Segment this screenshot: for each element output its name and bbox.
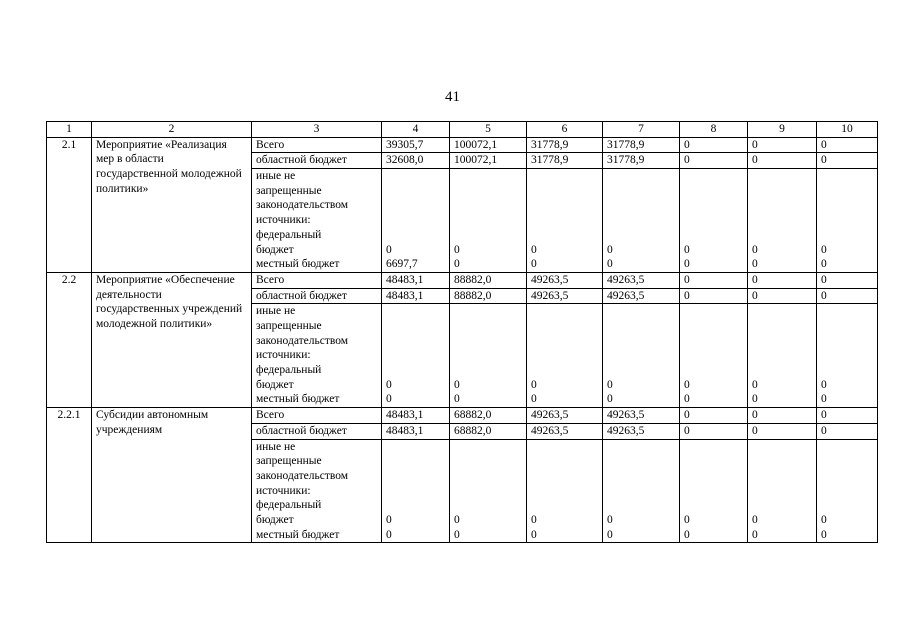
spacer [531, 169, 598, 184]
spacer [386, 348, 445, 363]
column-header: 6 [527, 122, 603, 138]
spacer [607, 304, 675, 319]
value-cell: 48483,1 [382, 288, 450, 304]
value-cell [817, 304, 878, 408]
local-value: 0 [684, 393, 690, 406]
spacer [454, 319, 522, 334]
spacer [752, 198, 812, 213]
table-row-total [47, 408, 878, 424]
spacer [684, 498, 743, 513]
funding-source-line: федеральный [256, 499, 322, 512]
funding-source-label [252, 439, 382, 543]
funding-source-line: федеральный [256, 364, 322, 377]
value-cell: 0 [817, 272, 878, 288]
federal-value: 0 [752, 513, 758, 526]
local-value: 0 [454, 258, 460, 271]
spacer [684, 304, 743, 319]
spacer [821, 469, 873, 484]
local-value: 0 [752, 528, 758, 541]
activity-name: Субсидии автономным учреждениям [92, 408, 252, 543]
funding-source-line: источники: [256, 214, 311, 227]
spacer [684, 454, 743, 469]
value-cell: 100072,1 [450, 137, 527, 153]
funding-source-line: законодательством [256, 334, 349, 347]
spacer [821, 348, 873, 363]
value-cell [527, 169, 603, 273]
value-cell [382, 304, 450, 408]
federal-value: 0 [752, 243, 758, 256]
spacer [454, 440, 522, 455]
value-cell: 68882,0 [450, 423, 527, 439]
funding-source-label: областной бюджет [252, 423, 382, 439]
value-cell: 88882,0 [450, 272, 527, 288]
column-header: 7 [603, 122, 680, 138]
local-value: 0 [531, 528, 537, 541]
value-cell [748, 169, 817, 273]
federal-value: 0 [684, 513, 690, 526]
spacer [821, 334, 873, 349]
funding-source-label [252, 169, 382, 273]
federal-value: 0 [386, 378, 392, 391]
spacer [454, 484, 522, 499]
value-cell: 88882,0 [450, 288, 527, 304]
value-cell: 0 [680, 153, 748, 169]
local-value: 0 [752, 393, 758, 406]
spacer [752, 304, 812, 319]
spacer [531, 319, 598, 334]
spacer [684, 363, 743, 378]
spacer [607, 484, 675, 499]
spacer [607, 198, 675, 213]
spacer [607, 319, 675, 334]
spacer [386, 184, 445, 199]
local-value: 0 [454, 528, 460, 541]
value-cell [382, 169, 450, 273]
value-cell: 0 [748, 272, 817, 288]
funding-source-line: федеральный [256, 228, 322, 241]
local-value: 0 [821, 258, 827, 271]
funding-source-line: местный бюджет [256, 393, 340, 406]
local-value: 0 [454, 393, 460, 406]
spacer [684, 319, 743, 334]
spacer [454, 469, 522, 484]
spacer [386, 213, 445, 228]
spacer [752, 228, 812, 243]
column-header: 9 [748, 122, 817, 138]
spacer [386, 469, 445, 484]
spacer [454, 198, 522, 213]
column-header: 2 [92, 122, 252, 138]
row-code: 2.2.1 [47, 408, 92, 543]
spacer [821, 169, 873, 184]
value-cell: 0 [817, 288, 878, 304]
value-cell: 0 [680, 423, 748, 439]
funding-source-label: Всего [252, 408, 382, 424]
spacer [531, 498, 598, 513]
spacer [386, 440, 445, 455]
value-cell: 49263,5 [603, 288, 680, 304]
spacer [607, 440, 675, 455]
column-header: 4 [382, 122, 450, 138]
value-cell: 49263,5 [603, 272, 680, 288]
spacer [684, 348, 743, 363]
federal-value: 0 [386, 243, 392, 256]
spacer [752, 213, 812, 228]
row-code: 2.1 [47, 137, 92, 272]
federal-value: 0 [386, 513, 392, 526]
spacer [531, 363, 598, 378]
spacer [752, 169, 812, 184]
spacer [454, 184, 522, 199]
local-value: 0 [684, 528, 690, 541]
value-cell: 0 [748, 153, 817, 169]
federal-value: 0 [531, 378, 537, 391]
value-cell [450, 439, 527, 543]
local-value: 0 [607, 528, 613, 541]
spacer [531, 198, 598, 213]
activity-name: Мероприятие «Обеспечение деятельности государственных учреждений молодежной политики» [92, 272, 252, 407]
federal-value: 0 [607, 378, 613, 391]
value-cell: 68882,0 [450, 408, 527, 424]
local-value: 0 [821, 528, 827, 541]
spacer [531, 334, 598, 349]
spacer [684, 334, 743, 349]
value-cell: 31778,9 [527, 153, 603, 169]
spacer [752, 440, 812, 455]
funding-source-label [252, 304, 382, 408]
local-value: 0 [531, 258, 537, 271]
local-value: 0 [752, 258, 758, 271]
spacer [454, 334, 522, 349]
local-value: 0 [684, 258, 690, 271]
federal-value: 0 [454, 243, 460, 256]
spacer [386, 484, 445, 499]
federal-value: 0 [607, 513, 613, 526]
column-header: 8 [680, 122, 748, 138]
value-cell: 48483,1 [382, 272, 450, 288]
spacer [684, 484, 743, 499]
spacer [684, 440, 743, 455]
table-row-total [47, 272, 878, 288]
spacer [752, 334, 812, 349]
spacer [531, 228, 598, 243]
spacer [607, 334, 675, 349]
federal-value: 0 [607, 243, 613, 256]
value-cell: 0 [748, 408, 817, 424]
spacer [684, 469, 743, 484]
value-cell [817, 169, 878, 273]
value-cell: 0 [748, 137, 817, 153]
column-header: 3 [252, 122, 382, 138]
spacer [821, 228, 873, 243]
funding-source-line: бюджет [256, 243, 294, 256]
spacer [607, 498, 675, 513]
funding-source-line: местный бюджет [256, 528, 340, 541]
spacer [386, 454, 445, 469]
federal-value: 0 [531, 243, 537, 256]
funding-source-line: источники: [256, 484, 311, 497]
spacer [821, 198, 873, 213]
spacer [752, 363, 812, 378]
federal-value: 0 [684, 378, 690, 391]
value-cell: 49263,5 [527, 272, 603, 288]
spacer [821, 304, 873, 319]
spacer [386, 363, 445, 378]
spacer [684, 198, 743, 213]
local-value: 6697,7 [386, 258, 418, 271]
federal-value: 0 [684, 243, 690, 256]
value-cell: 31778,9 [603, 153, 680, 169]
value-cell [527, 439, 603, 543]
federal-value: 0 [454, 378, 460, 391]
value-cell: 0 [748, 423, 817, 439]
budget-table [46, 121, 878, 543]
spacer [821, 454, 873, 469]
spacer [684, 184, 743, 199]
spacer [752, 484, 812, 499]
spacer [752, 454, 812, 469]
spacer [607, 348, 675, 363]
value-cell: 0 [680, 408, 748, 424]
spacer [821, 319, 873, 334]
table-row-total [47, 137, 878, 153]
federal-value: 0 [454, 513, 460, 526]
spacer [607, 169, 675, 184]
spacer [684, 213, 743, 228]
spacer [386, 169, 445, 184]
spacer [454, 363, 522, 378]
value-cell: 49263,5 [527, 288, 603, 304]
funding-source-line: местный бюджет [256, 258, 340, 271]
column-header: 1 [47, 122, 92, 138]
value-cell: 49263,5 [603, 408, 680, 424]
value-cell [603, 169, 680, 273]
value-cell [450, 304, 527, 408]
value-cell: 31778,9 [527, 137, 603, 153]
value-cell: 0 [748, 288, 817, 304]
value-cell [817, 439, 878, 543]
spacer [531, 184, 598, 199]
local-value: 0 [607, 258, 613, 271]
local-value: 0 [386, 528, 392, 541]
spacer [386, 304, 445, 319]
value-cell [680, 304, 748, 408]
funding-source-label: областной бюджет [252, 288, 382, 304]
funding-source-line: иные не [256, 305, 296, 318]
value-cell: 31778,9 [603, 137, 680, 153]
spacer [454, 169, 522, 184]
funding-source-line: запрещенные [256, 455, 322, 468]
spacer [386, 334, 445, 349]
spacer [531, 348, 598, 363]
column-number-row [47, 122, 878, 138]
funding-source-line: иные не [256, 440, 296, 453]
value-cell [382, 439, 450, 543]
spacer [821, 213, 873, 228]
funding-source-label: Всего [252, 272, 382, 288]
spacer [386, 319, 445, 334]
value-cell: 49263,5 [527, 423, 603, 439]
value-cell: 0 [817, 408, 878, 424]
spacer [607, 228, 675, 243]
spacer [607, 469, 675, 484]
funding-source-line: запрещенные [256, 320, 322, 333]
value-cell: 48483,1 [382, 423, 450, 439]
local-value: 0 [821, 393, 827, 406]
page-number: 41 [445, 89, 460, 105]
spacer [607, 213, 675, 228]
value-cell: 0 [680, 288, 748, 304]
value-cell [527, 304, 603, 408]
spacer [454, 304, 522, 319]
value-cell [748, 439, 817, 543]
value-cell [603, 439, 680, 543]
value-cell: 0 [680, 137, 748, 153]
value-cell [680, 169, 748, 273]
value-cell: 49263,5 [603, 423, 680, 439]
spacer [454, 228, 522, 243]
value-cell [450, 169, 527, 273]
spacer [821, 498, 873, 513]
spacer [531, 454, 598, 469]
spacer [386, 498, 445, 513]
federal-value: 0 [821, 513, 827, 526]
local-value: 0 [386, 393, 392, 406]
spacer [821, 440, 873, 455]
spacer [607, 184, 675, 199]
spacer [684, 169, 743, 184]
value-cell: 100072,1 [450, 153, 527, 169]
funding-source-label: областной бюджет [252, 153, 382, 169]
value-cell: 0 [817, 137, 878, 153]
local-value: 0 [607, 393, 613, 406]
funding-source-line: иные не [256, 170, 296, 183]
spacer [454, 213, 522, 228]
value-cell: 39305,7 [382, 137, 450, 153]
spacer [752, 184, 812, 199]
value-cell: 0 [680, 272, 748, 288]
value-cell: 48483,1 [382, 408, 450, 424]
funding-source-line: запрещенные [256, 184, 322, 197]
row-code: 2.2 [47, 272, 92, 407]
value-cell [680, 439, 748, 543]
spacer [752, 319, 812, 334]
spacer [684, 228, 743, 243]
spacer [821, 484, 873, 499]
spacer [531, 213, 598, 228]
value-cell: 49263,5 [527, 408, 603, 424]
spacer [607, 363, 675, 378]
value-cell: 32608,0 [382, 153, 450, 169]
column-header: 10 [817, 122, 878, 138]
spacer [454, 454, 522, 469]
spacer [821, 363, 873, 378]
funding-source-line: бюджет [256, 378, 294, 391]
spacer [607, 454, 675, 469]
spacer [454, 498, 522, 513]
federal-value: 0 [821, 243, 827, 256]
funding-source-label: Всего [252, 137, 382, 153]
value-cell: 0 [817, 153, 878, 169]
spacer [531, 484, 598, 499]
spacer [531, 440, 598, 455]
spacer [454, 348, 522, 363]
spacer [752, 469, 812, 484]
value-cell: 0 [817, 423, 878, 439]
value-cell [748, 304, 817, 408]
spacer [752, 348, 812, 363]
federal-value: 0 [821, 378, 827, 391]
column-header: 5 [450, 122, 527, 138]
federal-value: 0 [752, 378, 758, 391]
funding-source-line: бюджет [256, 513, 294, 526]
spacer [531, 469, 598, 484]
spacer [386, 228, 445, 243]
funding-source-line: источники: [256, 349, 311, 362]
local-value: 0 [531, 393, 537, 406]
spacer [386, 198, 445, 213]
federal-value: 0 [531, 513, 537, 526]
spacer [821, 184, 873, 199]
funding-source-line: законодательством [256, 469, 349, 482]
spacer [531, 304, 598, 319]
funding-source-line: законодательством [256, 199, 349, 212]
activity-name: Мероприятие «Реализация мер в области государственной молодежной политики» [92, 137, 252, 272]
value-cell [603, 304, 680, 408]
spacer [752, 498, 812, 513]
